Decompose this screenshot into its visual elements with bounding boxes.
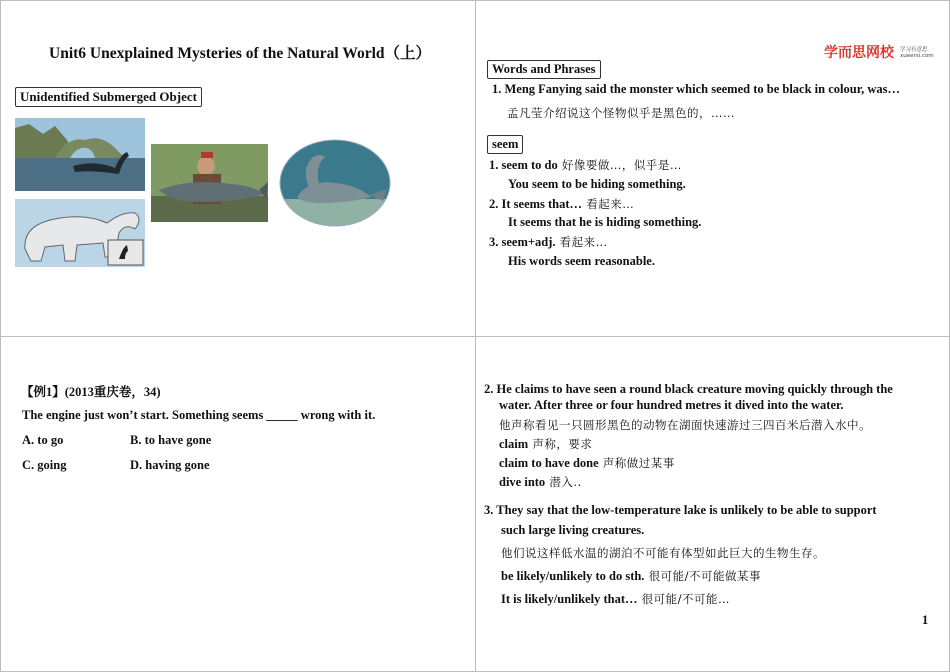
option-d: D. having gone [130,458,210,472]
xueersi-logo [824,42,934,62]
logo-text: 学而思网校 [824,45,894,61]
sentence-3-line2: such large living creatures. [501,523,645,537]
phrase-it-is-likely: It is likely/unlikely that… 很可能/不可能… [501,592,731,606]
phrase-claim: claim 声称，要求 [499,437,593,451]
option-a: A. to go [22,433,64,447]
example-sentence-1: 1. Meng Fanying said the monster which seemed to be black in colour, was… [492,82,901,96]
sentence-3-line1: 3. They say that the low-temperature lake is unlikely to be able to support [484,503,877,517]
seem-usage-1: 1. seem to do 好像要做…，似乎是… [489,158,682,172]
exercise-question: The engine just won’t start. Something seems _____ wrong with it. [22,408,376,422]
logo-slogan: 学习有意思 [900,47,928,54]
seem-usage-2: 2. It seems that… 看起来… [489,197,635,211]
phrase-dive-into: dive into 潜入.. [499,475,582,489]
sentence-2-zh: 他声称看见一只圆形黑色的动物在湖面快速游过三四百米后潜入水中。 [499,418,871,432]
slide-top-left [0,0,476,337]
option-c: C. going [22,458,67,472]
example-sentence-1-zh: 孟凡莹介绍说这个怪物似乎是黑色的，…… [507,106,735,120]
elephant-sketch [15,199,145,267]
sentence-2-line1: 2. He claims to have seen a round black creature moving quickly through the [484,382,893,396]
slide-bottom-left [0,336,476,672]
seem-usage-1-example: You seem to be hiding something. [508,177,686,191]
phrase-claim-to-have-done: claim to have done 声称做过某事 [499,456,675,470]
sentence-3-zh: 他们说这样低水温的湖泊不可能有体型如此巨大的生物生存。 [501,546,825,560]
giant-fish-photo [151,144,268,222]
section-label-uso: Unidentified Submerged Object [15,87,202,107]
seem-usage-2-example: It seems that he is hiding something. [508,215,702,229]
example-header: 【例1】(2013重庆卷，34) [21,385,161,399]
option-b: B. to have gone [130,433,212,447]
slide-bottom-right [475,336,950,672]
plesiosaur-illustration [279,139,392,227]
sentence-2-line2: water. After three or four hundred metres it dived into the water. [499,398,844,412]
sea-monster-photo [15,118,145,191]
seem-usage-3-example: His words seem reasonable. [508,254,655,268]
phrase-be-likely: be likely/unlikely to do sth. 很可能/不可能做某事 [501,569,761,583]
seem-usage-3: 3. seem+adj. 看起来… [489,235,608,249]
page-title: Unit6 Unexplained Mysteries of the Natural World（上） [49,45,432,62]
slide-top-right [475,0,950,337]
keyword-seem: seem [487,135,523,154]
page-number: 1 [922,613,929,627]
logo-url: xueersi.com [900,53,934,60]
section-words-phrases: Words and Phrases [487,60,601,79]
